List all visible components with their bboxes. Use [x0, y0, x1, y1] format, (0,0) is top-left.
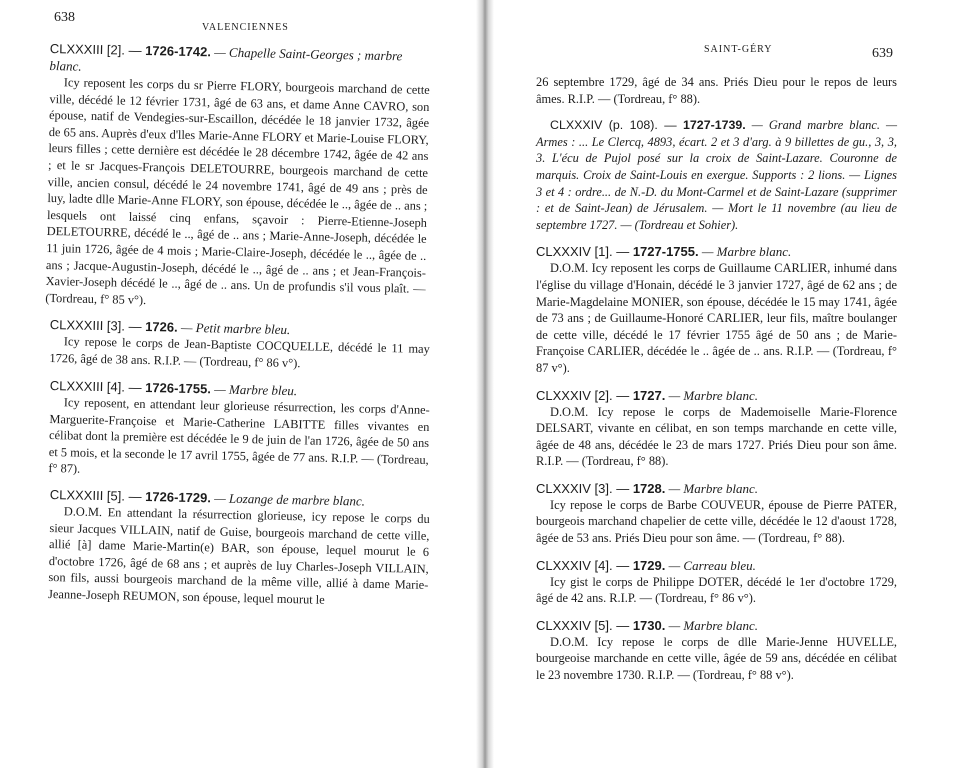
entry-heading: CLXXXIV [3]. — 1728. — Marbre blanc. [536, 480, 759, 496]
entry-body: Icy gist le corps de Philippe DOTER, décédé le 1er d'octobre 1729, âgé de 42 ans. R.I.P. — (Tordreau, f° 86 v°). [536, 574, 897, 606]
right-page [478, 0, 955, 768]
entry-body: 26 septembre 1729, âgé de 34 ans. Priés Dieu pour le repos de leurs âmes. R.I.P. — (Tordreau, f° 88). [536, 75, 897, 106]
entry-clxxxiii-3 [49, 316, 430, 371]
entry-heading: CLXXXIII [4]. — 1726-1755. — Marbre bleu. [49, 377, 298, 398]
entry-clxxxiv-5 [536, 617, 897, 684]
entry-clxxxiv-1 [536, 243, 897, 376]
entry-heading: CLXXXIV [2]. — 1727. — Marbre blanc. [536, 387, 759, 403]
left-running-head [50, 10, 430, 40]
entry-body: Icy repose le corps de Barbe COUVEUR, épouse de Pierre PATER, bourgeois marchand chapelier de cette ville, décédée le 12 d'aoust 1728, âgée de 53 ans. Priés Dieu pour son âme. — (Tordreau, f° 88). [536, 497, 897, 546]
entry-heading: CLXXXIII [3]. — 1726. — Petit marbre bleu. [49, 317, 291, 338]
entry-clxxxiv [536, 117, 897, 233]
right-page-number: 639 [872, 46, 893, 61]
left-running-title: VALENCIENNES [202, 22, 289, 33]
entry-clxxxiii-2 [45, 40, 430, 307]
entry-heading: CLXXXIV [1]. — 1727-1755. — Marbre blanc. [536, 244, 792, 260]
entry-clxxxiii-4 [50, 377, 430, 477]
entry-body: D.O.M. Icy reposent les corps de Guillaume CARLIER, inhumé dans l'église du village d'Honain, décédé le 3 janvier 1727, âgé de 62 ans ; de Marie-Magdelaine MONIER, son épouse, décédée le 15 may 1741, âgée de 73 ans ; de Guillaume-Honoré CARLIER, leur fils, maître boulanger de cette ville, décédé le 17 février 1755 âgé de 50 ans ; de Marie-Françoise CARLIER, décédée le .. âgée de .. ans. R.I.P. — (Tordreau, f° 87 v°). [536, 261, 897, 375]
entry-clxxxiv-3 [536, 480, 897, 547]
entry-heading: CLXXXIV (p. 108). — 1727-1739. — Grand marbre blanc. — Armes : ... Le Clercq, 4893, écart. 2 et 3 d'arg. à 9 billettes de gu., 3, 3, 3. L'écu de Pujol posé sur la croix de Saint-Lazare. Couronne de marquis. Croix de Saint-Louis en exergue. Supports : 2 lions. — Lignes 3 et 4 : ordre... de N.-D. du Mont-Carmel et de Saint-Lazare (supprimer : et de Saint-Jean) de Jérusalem. — Mort le 11 novembre (au lieu de septembre 1727. — (Tordreau et Sohier). [536, 118, 898, 232]
entry-heading: CLXXXIV [5]. — 1730. — Marbre blanc. [536, 617, 759, 633]
right-running-title: SAINT-GÉRY [704, 44, 773, 55]
entry-heading: CLXXXIV [4]. — 1729. — Carreau bleu. [536, 557, 756, 573]
entry-body: D.O.M. En attendant la résurrection glorieuse, icy repose le corps du sieur Jacques VILLAIN, natif de Guise, bourgeois marchand de cette ville, allié [à] dame Marie-Martin(e) BAR, son épouse, lequel mourut le 6 d'octobre 1726, âgé de 68 ans ; et auprès de luy Charles-Joseph VILLAIN, son fils, aussi bourgeois marchand de la même ville, allié à dame Marie-Jeanne-Joseph REUMON, son épouse, lequel mourut le [47, 504, 430, 608]
entry-heading: CLXXXIII [2]. — 1726-1742. — Chapelle Saint-Georges ; marbre blanc. [49, 40, 403, 74]
entry-body: Icy reposent les corps du sr Pierre FLORY, bourgeois marchand de cette ville, décédé le 12 février 1731, âgé de 63 ans, et dame Anne CAVRO, son épouse, natif de Vendegies-sur-Escaillon, décédée le 18 janvier 1732, âgée de 65 ans. Auprès d'eux d'lles Marie-Anne FLORY et Marie-Louise FLORY, leurs filles ; cette dernière est décédée le 28 décembre 1742, âgée de 42 ans ; et le sr Jacques-François DELETOURRE, bourgeois marchand de cette ville, ancien consul, décédé le 24 novembre 1741, âgé de 49 ans ; près de luy, ladte dlle Marie-Anne FLORY, son épouse, décédée le .., âgée de .. ans ; lesquels ont laissé cinq enfans, sçavoir : Pierre-Etienne-Joseph DELETOURRE, décédé le .., âgé de .. ans ; Marie-Anne-Joseph, décédée le 11 juin 1726, âgée de 4 mois ; Marie-Claire-Joseph, décédée le .., âgée de .. ans ; Jacque-Augustin-Joseph, décédé le .., âgé de .. ans ; et Jean-François-Xavier-Joseph décédé le .., âgé de .. ans. Un de profundis s'il vous plaît. — (Tordreau, f° 85 v°). [45, 75, 430, 307]
entry-clxxxiv-4 [536, 557, 897, 607]
entry-body: D.O.M. Icy repose le corps de Mademoiselle Marie-Florence DELSART, vivante en célibat, en son temps marchande en cette ville, âgée de 48 ans, décédée le 23 de mars 1727. Priés Dieu pour son âme. R.I.P. — (Tordreau, f° 88). [536, 404, 897, 469]
entry-body: Icy reposent, en attendant leur glorieuse résurrection, les corps d'Anne-Marguerite-Françoise et Marie-Catherine LABITTE filles vivantes en célibat dont la première est décédée le 9 de juin de l'an 1726, âgée de 50 ans et 5 mois, et la seconde le 17 avril 1755, âgée de 77 ans. R.I.P. — (Tordreau, f° 87). [48, 394, 430, 476]
entry-heading: CLXXXIII [5]. — 1726-1729. — Lozange de marbre blanc. [49, 487, 366, 510]
entry-body: Icy repose le corps de Jean-Baptiste COCQUELLE, décédé le 11 may 1726, âgé de 38 ans. R.I.P. — (Tordreau, f° 86 v°). [49, 334, 430, 371]
entry-body: D.O.M. Icy repose le corps de dlle Marie-Jenne HUVELLE, bourgeoise marchande en cette ville, âgée de 59 ans, décédée en célibat le 23 novembre 1730. R.I.P. — (Tordreau, f° 88 v°). [536, 634, 897, 683]
entry-clxxxiv-2 [536, 387, 897, 470]
entry-clxxxiii-5 [47, 486, 430, 608]
right-running-head [536, 14, 897, 74]
continuation-text [536, 74, 897, 107]
left-page-number: 638 [54, 10, 75, 25]
